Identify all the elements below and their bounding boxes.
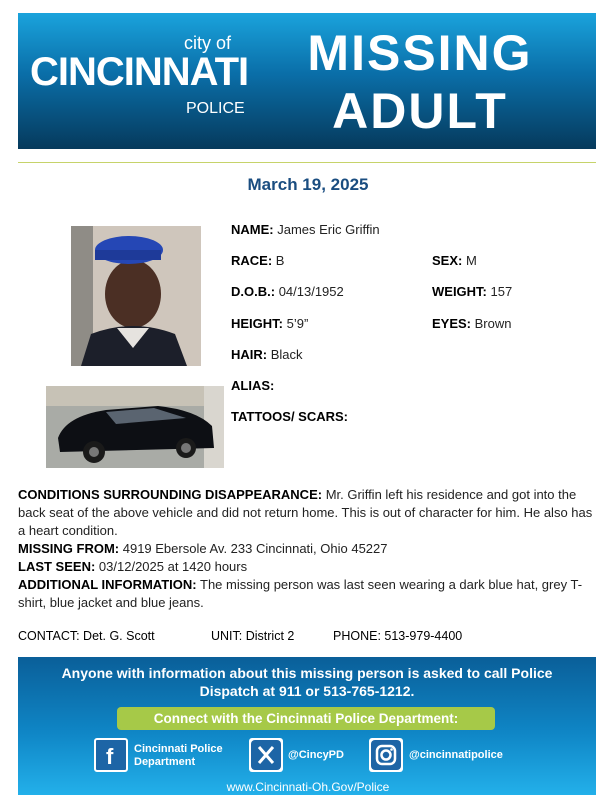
field-hair [231, 347, 303, 362]
weight-label: WEIGHT: [432, 284, 487, 299]
facebook-name-line2[interactable]: Department [134, 756, 196, 768]
contact-unit: UNIT: District 2 [211, 629, 295, 643]
contact-phone: PHONE: 513-979-4400 [333, 629, 463, 643]
missing-from-line [18, 540, 594, 558]
facebook-icon[interactable] [94, 738, 128, 772]
footer-line-2: Dispatch at 911 or 513-765-1212. [199, 683, 415, 699]
title-missing: MISSING [307, 25, 533, 81]
field-weight [432, 284, 512, 299]
instagram-icon[interactable] [369, 738, 403, 772]
missing-person-photo [71, 226, 201, 366]
race-value: B [275, 253, 285, 268]
website-url[interactable]: www.Cincinnati-Oh.Gov/Police [226, 780, 390, 794]
height-value: 5’9” [286, 316, 309, 331]
last-seen-line [18, 558, 594, 576]
name-label: NAME: [231, 222, 274, 237]
field-tattoos [231, 409, 348, 424]
vehicle-photo [46, 386, 224, 468]
last-seen-value: 03/12/2025 at 1420 hours [98, 559, 248, 574]
facebook-name-line1[interactable]: Cincinnati Police [134, 743, 223, 755]
field-height [231, 316, 308, 331]
dob-label: D.O.B.: [231, 284, 276, 299]
height-label: HEIGHT: [231, 316, 283, 331]
eyes-label: EYES: [432, 316, 472, 331]
additional-text: The missing person was last seen wearing a dark blue hat, grey T-shirt, blue jacket and blue jeans. [18, 577, 583, 610]
instagram-handle[interactable]: @cincinnatipolice [409, 749, 503, 761]
additional-label: ADDITIONAL INFORMATION: [18, 577, 197, 592]
bulletin-date: March 19, 2025 [247, 175, 369, 194]
last-seen-label: LAST SEEN: [18, 559, 96, 574]
field-eyes [432, 316, 512, 331]
eyes-value: Brown [474, 316, 512, 331]
title-adult: ADULT [332, 83, 508, 139]
weight-value: 157 [490, 284, 513, 299]
tattoos-label: TATTOOS/ SCARS: [231, 409, 348, 424]
sex-label: SEX: [432, 253, 463, 268]
name-value: James Eric Griffin [277, 222, 380, 237]
connect-banner: Connect with the Cincinnati Police Department: [117, 707, 495, 730]
hair-label: HAIR: [231, 347, 268, 362]
dob-value: 04/13/1952 [278, 284, 344, 299]
race-label: RACE: [231, 253, 273, 268]
conditions-text: Mr. Griffin left his residence and got into the back seat of the above vehicle and did not return home. This is out of character for him. He also has a heart condition. [18, 487, 593, 538]
x-icon[interactable] [249, 738, 283, 772]
sex-value: M [465, 253, 477, 268]
conditions-paragraph [18, 486, 594, 540]
missing-from-label: MISSING FROM: [18, 541, 120, 556]
field-sex [432, 253, 477, 268]
svg-text:f: f [106, 744, 114, 769]
missing-from-value: 4919 Ebersole Av. 233 Cincinnati, Ohio 45227 [122, 541, 388, 556]
contact-detective: CONTACT: Det. G. Scott [18, 629, 155, 643]
additional-info-paragraph [18, 576, 594, 612]
conditions-label: CONDITIONS SURROUNDING DISAPPEARANCE: [18, 487, 323, 502]
logo-city-text: city of [184, 33, 232, 53]
footer-line-1: Anyone with information about this missing person is asked to call Police [61, 665, 553, 681]
alias-label: ALIAS: [231, 378, 275, 393]
logo-cincinnati: CINCINNATI [30, 50, 249, 94]
logo-police-text: POLICE [186, 100, 245, 117]
hair-value: Black [270, 347, 303, 362]
field-alias [231, 378, 274, 393]
divider [18, 162, 596, 163]
field-name [231, 222, 380, 237]
x-handle[interactable]: @CincyPD [288, 749, 344, 761]
field-race [231, 253, 284, 268]
field-dob [231, 284, 344, 299]
